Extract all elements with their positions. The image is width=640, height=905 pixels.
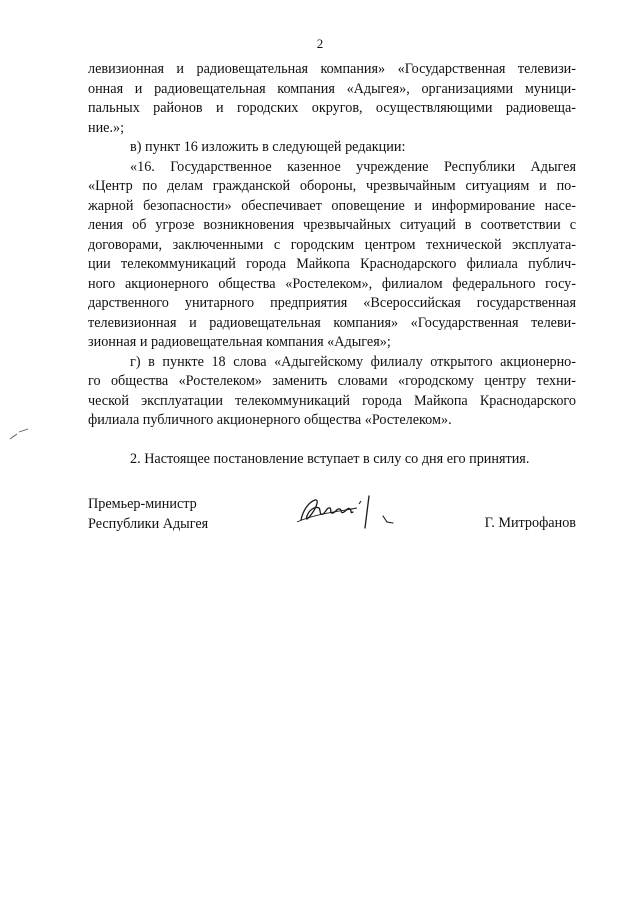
text-line: филиала публичного акционерного общества «Ростелеком».	[88, 412, 452, 428]
text-line: ции телекоммуникаций города Майкопа Краснодарского филиала публич-	[88, 256, 576, 272]
text-line: дарственного унитарного предприятия «Всероссийская государственная	[88, 295, 576, 311]
text-line: ления об угрозе возникновения чрезвычайных ситуаций в соответствии с	[88, 217, 576, 233]
text-line: пальных районов и городских округов, осуществляющими радиовеща-	[88, 100, 576, 116]
signatory-region: Республики Адыгея	[88, 515, 209, 532]
text-line: г) в пункте 18 слова «Адыгейскому филиалу открытого акционерно-	[130, 353, 576, 370]
paragraph-spacer	[88, 431, 576, 451]
document-body	[88, 60, 576, 470]
text-line: в) пункт 16 изложить в следующей редакции:	[130, 139, 406, 155]
margin-mark-icon	[8, 428, 32, 442]
text-line: го общества «Ростелеком» заменить словами «городскому центру техни-	[88, 373, 576, 389]
text-line: договорами, заключенными с городским центром технической эксплуата-	[88, 236, 576, 253]
text-line: «Центр по делам гражданской обороны, чрезвычайным ситуациям и по-	[88, 178, 576, 194]
signatory-name: Г. Митрофанов	[484, 515, 576, 531]
text-line: ческой эксплуатации телекоммуникаций города Майкопа Краснодарского	[88, 392, 576, 409]
text-line: телевизионная и радиовещательная компания» «Государственная телеви-	[88, 314, 576, 331]
text-line: ние.»;	[88, 119, 125, 136]
text-line: «16. Государственное казенное учреждение Республики Адыгея	[130, 158, 576, 175]
text-line: ного акционерного общества «Ростелеком», филиалом федерального госу-	[88, 275, 576, 292]
signatory-title: Премьер-министр	[88, 496, 197, 512]
text-line: онная и радиовещательная компания «Адыгея», организациями муници-	[88, 80, 576, 97]
page-number: 2	[316, 36, 324, 51]
signatory-position	[88, 495, 208, 534]
text-line: жарной безопасности» обеспечивает оповещение и информирование насе-	[88, 197, 576, 214]
handwritten-signature-icon	[295, 492, 405, 542]
text-line: 2. Настоящее постановление вступает в силу со дня его принятия.	[130, 451, 530, 467]
text-line: левизионная и радиовещательная компания» «Государственная телевизи-	[88, 61, 576, 77]
text-line: зионная и радиовещательная компания «Адыгея»;	[88, 334, 391, 350]
